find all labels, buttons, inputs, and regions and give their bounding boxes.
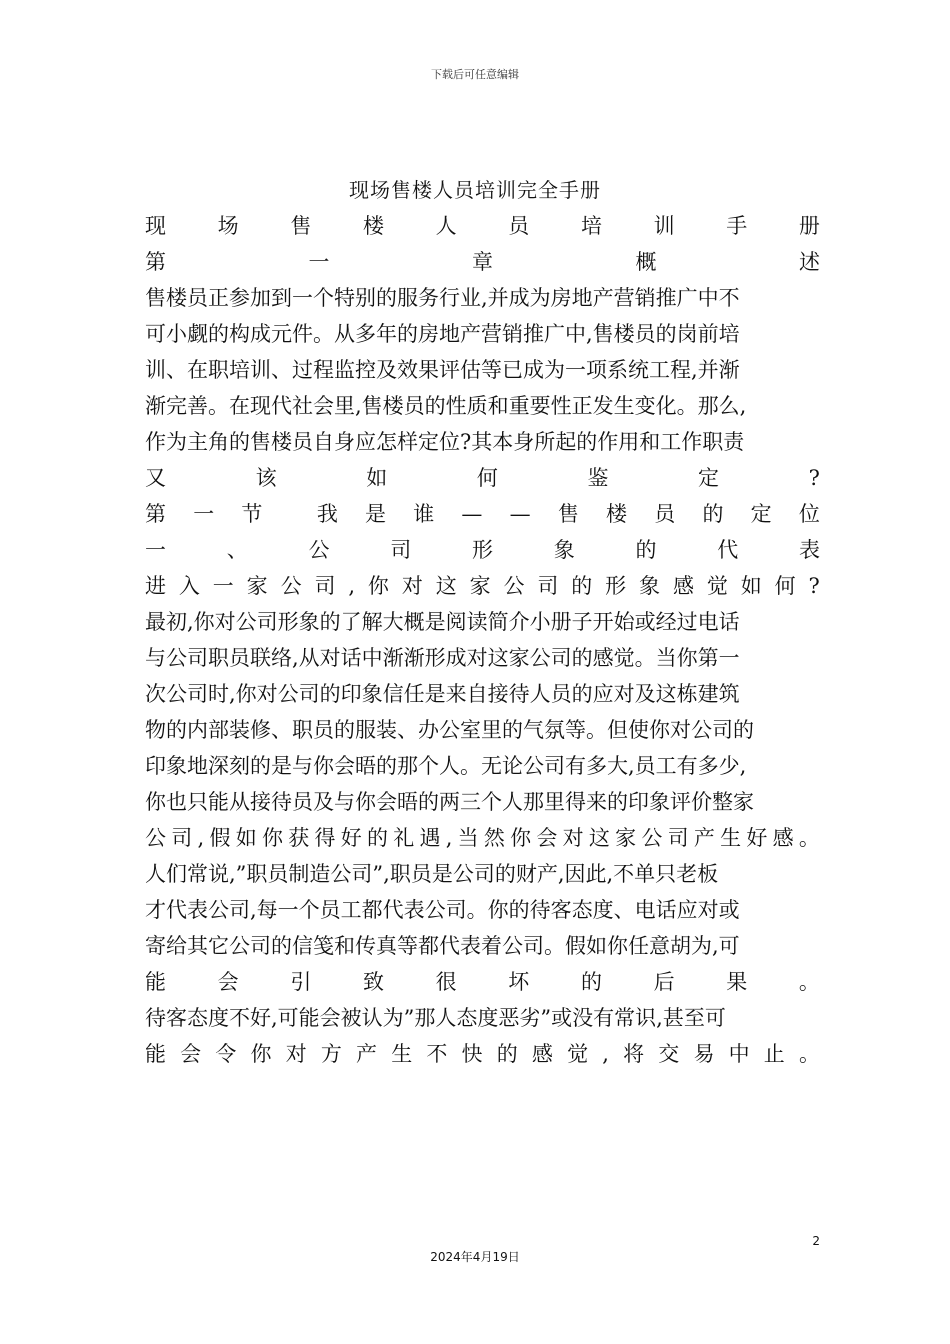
body-line: 进 入 一 家 公 司 , 你 对 这 家 公 司 的 形 象 感 觉 如 何 ? xyxy=(145,574,820,598)
body-line: 印象地深刻的是与你会晤的那个人。无论公司有多大,员工有多少, xyxy=(145,754,747,778)
body-line: 待客态度不好,可能会被认为”那人态度恶劣”或没有常识,甚至可 xyxy=(145,1006,726,1030)
body-line: 第 一 章 概 述 xyxy=(145,250,820,274)
body-line: 人们常说,”职员制造公司”,职员是公司的财产,因此,不单只老板 xyxy=(145,862,719,886)
body-line: 渐完善。在现代社会里,售楼员的性质和重要性正发生变化。那么, xyxy=(145,394,747,418)
body-line: 又 该 如 何 鉴 定 ? xyxy=(145,466,820,490)
body-line: 寄给其它公司的信笺和传真等都代表着公司。假如你任意胡为,可 xyxy=(145,934,740,958)
body-line: 售楼员正参加到一个特别的服务行业,并成为房地产营销推广中不 xyxy=(145,286,740,310)
body-line: 训、在职培训、过程监控及效果评估等已成为一项系统工程,并渐 xyxy=(145,358,740,382)
body-line: 作为主角的售楼员自身应怎样定位?其本身所起的作用和工作职责 xyxy=(145,430,745,454)
body-line: 能 会 引 致 很 坏 的 后 果 。 xyxy=(145,970,820,994)
page-date: 2024年4月19日 xyxy=(430,1250,520,1264)
document-title: 现场售楼人员培训完全手册 xyxy=(349,178,601,202)
body-line: 可小觑的构成元件。从多年的房地产营销推广中,售楼员的岗前培 xyxy=(145,322,740,346)
body-line: 物的内部装修、职员的服装、办公室里的气氛等。但使你对公司的 xyxy=(145,718,754,742)
page-header-note: 下载后可任意编辑 xyxy=(431,68,519,81)
body-line: 次公司时,你对公司的印象信任是来自接待人员的应对及这栋建筑 xyxy=(145,682,740,706)
body-line: 最初,你对公司形象的了解大概是阅读简介小册子开始或经过电话 xyxy=(145,610,740,634)
body-line: 与公司职员联络,从对话中渐渐形成对这家公司的感觉。当你第一 xyxy=(145,646,740,670)
document-body xyxy=(145,208,820,1072)
body-line: 才代表公司,每一个员工都代表公司。你的待客态度、电话应对或 xyxy=(145,898,740,922)
body-line: 你也只能从接待员及与你会晤的两三个人那里得来的印象评价整家 xyxy=(145,790,754,814)
body-line: 第 一 节 我 是 谁 — — 售 楼 员 的 定 位 xyxy=(145,502,820,526)
body-line: 公 司 , 假 如 你 获 得 好 的 礼 遇 , 当 然 你 会 对 这 家 公 司 产 生 好 感 。 xyxy=(145,826,820,850)
body-line: 一 、 公 司 形 象 的 代 表 xyxy=(145,538,820,562)
body-line: 现 场 售 楼 人 员 培 训 手 册 xyxy=(145,214,820,238)
page-number: 2 xyxy=(812,1234,820,1248)
body-line: 能 会 令 你 对 方 产 生 不 快 的 感 觉 , 将 交 易 中 止 。 xyxy=(145,1042,820,1066)
